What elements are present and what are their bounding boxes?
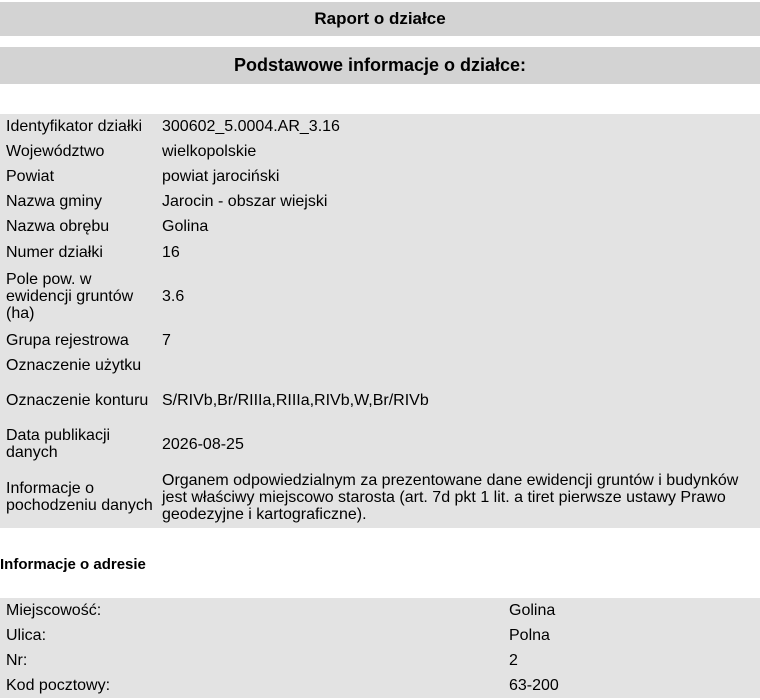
- table-row: [0, 114, 760, 139]
- table-row: [0, 648, 760, 673]
- table-row: [0, 623, 760, 648]
- row-label: Informacje o pochodzeniu danych: [6, 480, 153, 514]
- table-row: [0, 353, 760, 378]
- table-row: [0, 265, 760, 328]
- parcel-info-table: [0, 114, 760, 528]
- row-value: Golina: [162, 218, 209, 235]
- table-row: [0, 466, 760, 528]
- row-value: 16: [162, 243, 180, 261]
- table-row: [0, 598, 760, 623]
- table-row: [0, 239, 760, 265]
- row-value: 7: [162, 332, 171, 349]
- row-value: powiat jarociński: [162, 168, 280, 185]
- row-value: [158, 353, 760, 378]
- row-label: Powiat: [6, 168, 55, 185]
- row-label: Województwo: [6, 143, 105, 160]
- row-value: S/RIVb,Br/RIIIa,RIIIa,RIVb,W,Br/RIVb: [162, 391, 429, 409]
- table-row: [0, 328, 760, 353]
- address-label: Kod pocztowy:: [6, 677, 111, 694]
- address-table: [0, 598, 760, 698]
- address-label: Nr:: [6, 652, 28, 669]
- row-value: wielkopolskie: [162, 143, 257, 160]
- table-row: [0, 673, 760, 698]
- row-value: 300602_5.0004.AR_3.16: [162, 118, 340, 135]
- address-value: Golina: [509, 602, 556, 619]
- row-label: Data publikacji danych: [6, 427, 111, 461]
- table-row: [0, 422, 760, 466]
- table-row: [0, 214, 760, 239]
- address-value: Polna: [509, 627, 550, 644]
- section-title: Podstawowe informacje o działce:: [0, 47, 760, 84]
- address-value: 63-200: [509, 677, 559, 694]
- table-row: [0, 164, 760, 189]
- row-value: Jarocin - obszar wiejski: [162, 193, 328, 210]
- row-value: 3.6: [162, 288, 185, 305]
- row-label: Oznaczenie użytku: [6, 357, 142, 374]
- row-value: 2026-08-25: [162, 435, 244, 453]
- address-label: Miejscowość:: [6, 602, 102, 619]
- table-row: [0, 378, 760, 422]
- table-row: [0, 189, 760, 214]
- table-row: [0, 139, 760, 164]
- row-value: Organem odpowiedzialnym za prezentowane dane ewidencji gruntów i budynków jest właściwy miejscowo starosta (art. 7d pkt 1 lit. a tiret pierwsze ustawy Prawo geodezyjne i kartograficzne).: [162, 471, 739, 523]
- address-heading: Informacje o adresie: [0, 556, 146, 573]
- address-value: 2: [509, 652, 518, 669]
- row-label: Grupa rejestrowa: [6, 332, 129, 349]
- row-label: Oznaczenie konturu: [6, 391, 149, 409]
- row-label: Pole pow. w ewidencji gruntów (ha): [6, 271, 134, 322]
- row-label: Nazwa gminy: [6, 193, 103, 210]
- address-label: Ulica:: [6, 627, 47, 644]
- row-label: Numer działki: [6, 243, 103, 261]
- row-label: Identyfikator działki: [6, 118, 143, 135]
- row-label: Nazwa obrębu: [6, 218, 110, 235]
- report-title: Raport o działce: [0, 2, 760, 36]
